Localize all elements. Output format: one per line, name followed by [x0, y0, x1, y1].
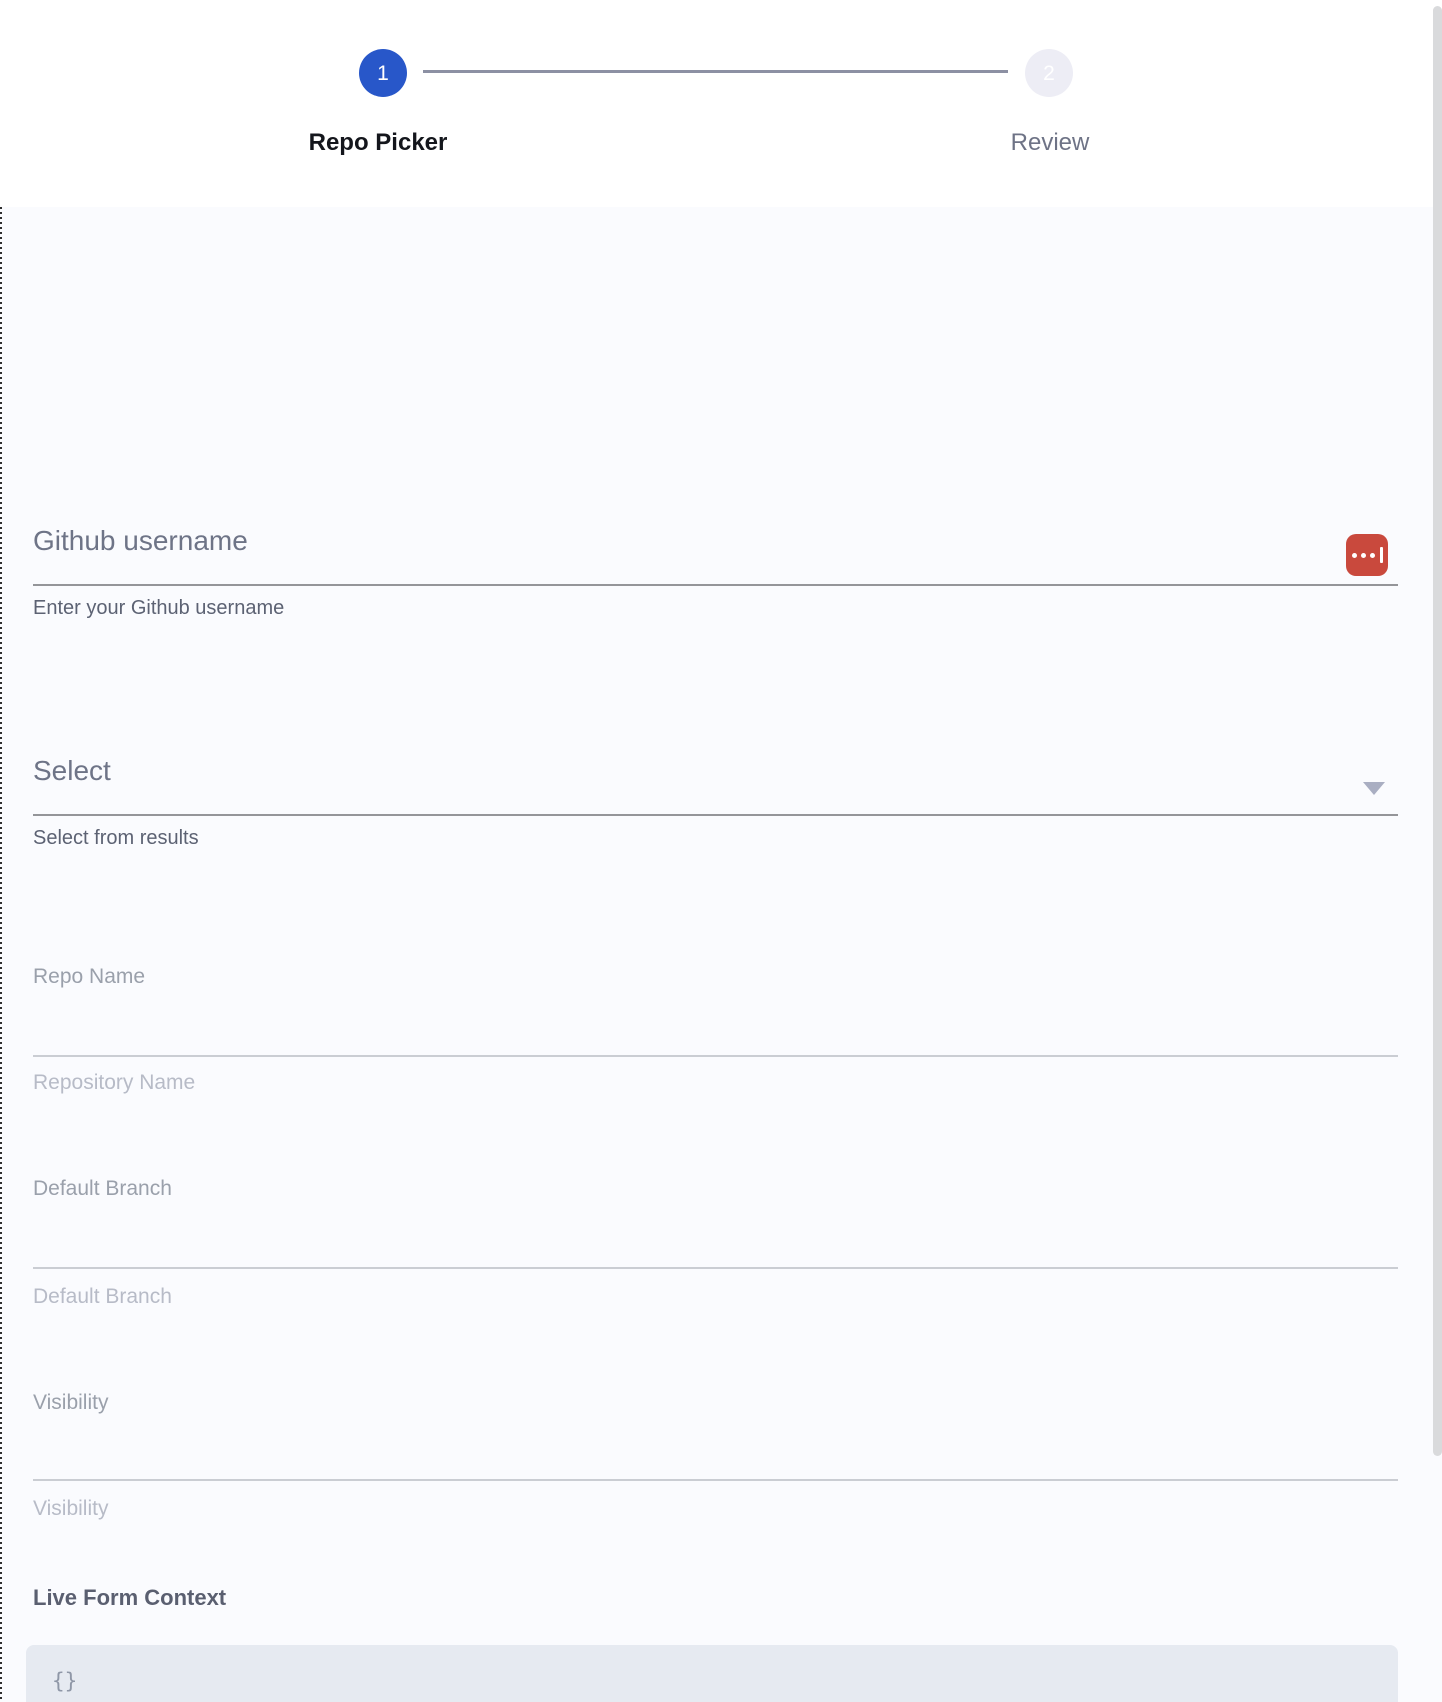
default-branch-placeholder: Default Branch — [33, 1285, 172, 1308]
default-branch-label: Default Branch — [33, 1177, 172, 1200]
repo-name-label: Repo Name — [33, 965, 146, 988]
step-1-number: 1 — [377, 61, 389, 85]
repo-name-input[interactable] — [33, 1055, 1398, 1057]
github-username-helper: Enter your Github username — [33, 597, 285, 619]
lastpass-dot — [1370, 553, 1375, 558]
step-1-label: Repo Picker — [308, 129, 448, 156]
live-form-context-heading: Live Form Context — [33, 1585, 227, 1610]
step-2-number: 2 — [1043, 61, 1055, 85]
repo-name-placeholder: Repository Name — [33, 1071, 196, 1094]
repo-select-underline — [33, 814, 1398, 816]
lastpass-bar — [1380, 547, 1383, 563]
visibility-placeholder: Visibility — [33, 1497, 109, 1520]
repo-select-helper: Select from results — [33, 827, 199, 849]
github-username-input[interactable]: Github username — [33, 525, 248, 556]
dropdown-arrow-icon[interactable] — [1363, 782, 1385, 795]
form-panel — [0, 207, 1442, 1702]
repo-select-dropdown[interactable]: Select — [33, 755, 111, 786]
github-username-underline — [33, 584, 1398, 586]
visibility-label: Visibility — [33, 1391, 109, 1414]
lastpass-icon[interactable] — [1346, 534, 1388, 576]
default-branch-input[interactable] — [33, 1267, 1398, 1269]
live-form-context-value: {} — [52, 1669, 78, 1693]
stepper-connector — [423, 70, 1008, 73]
step-2-label: Review — [1010, 129, 1090, 156]
lastpass-dot — [1352, 553, 1357, 558]
step-2-indicator[interactable] — [1025, 49, 1073, 97]
step-1-indicator[interactable] — [359, 49, 407, 97]
scrollbar-thumb[interactable] — [1433, 6, 1442, 1456]
visibility-input[interactable] — [33, 1479, 1398, 1481]
lastpass-dot — [1361, 553, 1366, 558]
live-form-context-block — [26, 1645, 1398, 1702]
